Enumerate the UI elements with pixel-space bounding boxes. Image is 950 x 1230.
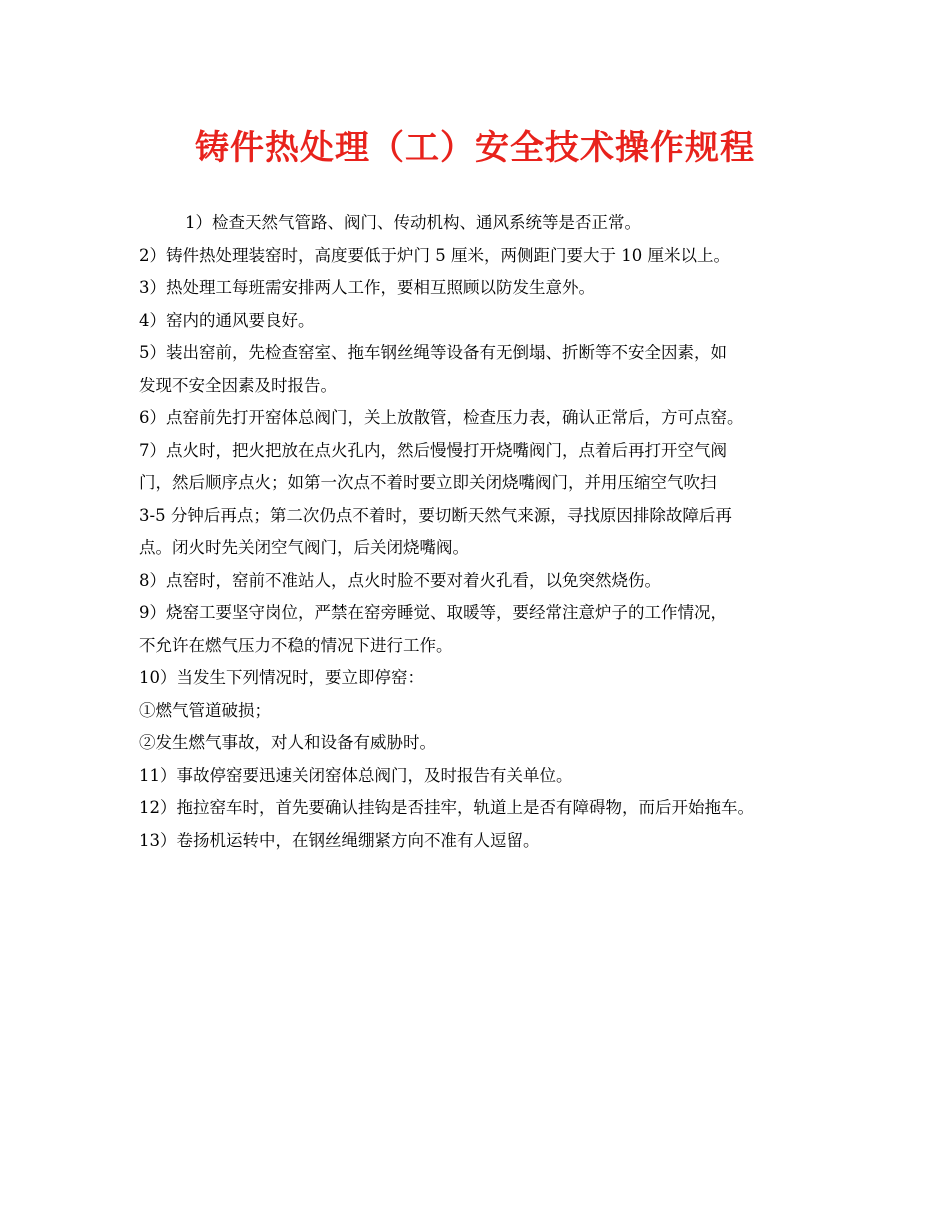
procedure-item-9-line-2: 不允许在燃气压力不稳的情况下进行工作。	[139, 635, 453, 655]
document-title: 铸件热处理（工）安全技术操作规程	[195, 128, 755, 168]
procedure-item-11: 11）事故停窑要迅速关闭窑体总阀门，及时报告有关单位。	[139, 765, 573, 785]
procedure-item-2: 2）铸件热处理装窑时，高度要低于炉门 5 厘米，两侧距门要大于 10 厘米以上。	[139, 245, 730, 265]
document-body	[139, 207, 829, 857]
procedure-item-1: 1）检查天然气管路、阀门、传动机构、通风系统等是否正常。	[185, 213, 641, 232]
procedure-item-9-line-1: 9）烧窑工要坚守岗位，严禁在窑旁睡觉、取暖等，要经常注意炉子的工作情况，	[139, 603, 727, 622]
procedure-item-10-sub-2: ②发生燃气事故，对人和设备有威胁时。	[139, 733, 436, 752]
procedure-item-10: 10）当发生下列情况时，要立即停窑：	[139, 668, 424, 687]
procedure-item-10-sub-1: ①燃气管道破损；	[139, 700, 271, 720]
procedure-item-8: 8）点窑时，窑前不准站人，点火时脸不要对着火孔看，以免突然烧伤。	[139, 570, 661, 590]
procedure-item-4: 4）窑内的通风要良好。	[139, 310, 315, 330]
procedure-item-7-line-4: 点。闭火时先关闭空气阀门，后关闭烧嘴阀。	[139, 538, 469, 557]
procedure-item-7-line-1: 7）点火时，把火把放在点火孔内，然后慢慢打开烧嘴阀门，点着后再打开空气阀	[139, 440, 727, 460]
procedure-item-5-line-2: 发现不安全因素及时报告。	[139, 375, 337, 395]
procedure-item-6: 6）点窑前先打开窑体总阀门，关上放散管，检查压力表，确认正常后，方可点窑。	[139, 408, 744, 427]
procedure-item-13: 13）卷扬机运转中，在钢丝绳绷紧方向不准有人逗留。	[139, 830, 540, 850]
procedure-item-7-line-2: 门，然后顺序点火；如第一次点不着时要立即关闭烧嘴阀门，并用压缩空气吹扫	[139, 473, 717, 492]
procedure-item-3: 3）热处理工每班需安排两人工作，要相互照顾以防发生意外。	[139, 278, 595, 297]
procedure-item-12: 12）拖拉窑车时，首先要确认挂钩是否挂牢，轨道上是否有障碍物，而后开始拖车。	[139, 798, 754, 817]
procedure-item-7-line-3: 3-5 分钟后再点；第二次仍点不着时，要切断天然气来源，寻找原因排除故障后再	[139, 505, 732, 525]
procedure-item-5-line-1: 5）装出窑前，先检查窑室、拖车钢丝绳等设备有无倒塌、折断等不安全因素，如	[139, 343, 727, 362]
